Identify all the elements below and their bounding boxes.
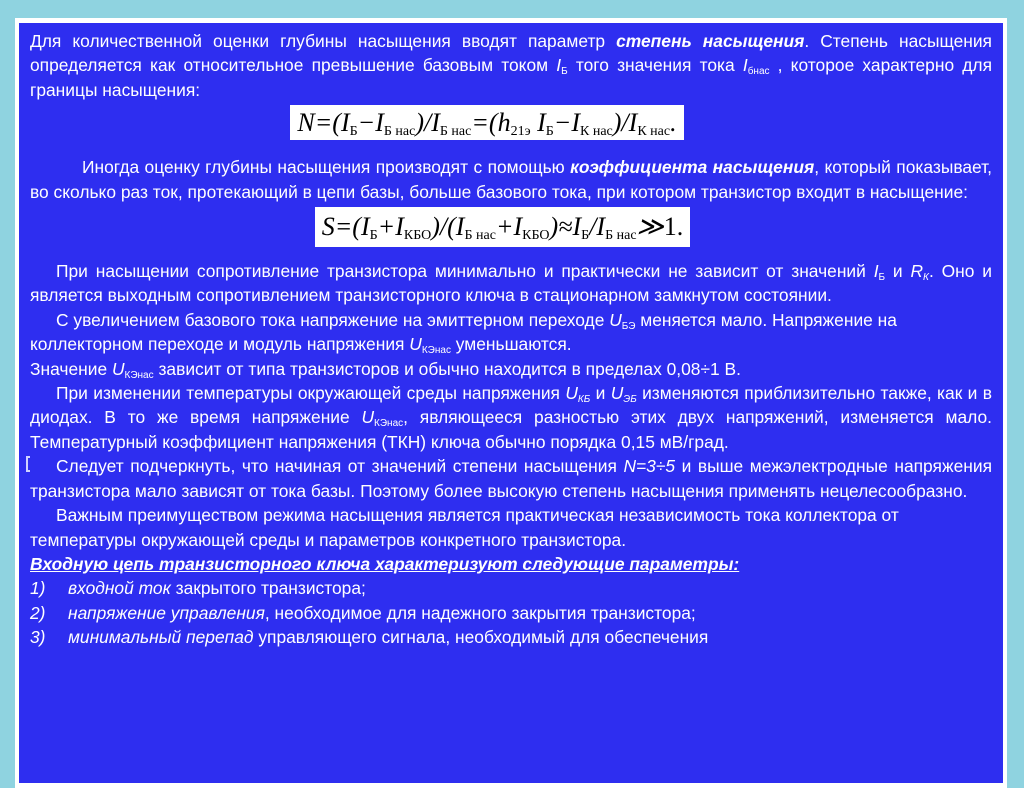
symbol-ib: I [556, 55, 562, 76]
spacer [30, 144, 992, 155]
formula-saturation-degree: $N=(I_Б-I_{Б нас})/I_{Б нас}=(h_{21э}$ $I_Б-I_{К нас})/I_{К нас}$. [290, 105, 683, 140]
spacer [30, 251, 992, 259]
symbol-ukenas: U [111, 358, 125, 379]
text: управляющего сигнала, необходимый для обеспечения [253, 627, 709, 648]
subscript: КЭнас [421, 345, 451, 357]
paragraph-saturation-degree [30, 29, 992, 102]
subscript: К [923, 272, 929, 284]
list-item [30, 601, 992, 625]
text: и [885, 261, 911, 282]
slide-text [30, 29, 992, 650]
subscript: КЭнас [374, 418, 404, 430]
symbol-rk: R [910, 261, 924, 282]
parameter-list [30, 576, 992, 649]
text: , являющееся разностью этих двух напряжений, изменяется мало. Температурный коэффициент напряжения (ТКН) ключа обычно порядка 0,15 мВ/град. [30, 407, 992, 452]
list-term: минимальный перепад [68, 627, 254, 648]
list-number: 3) [30, 627, 46, 648]
text: и [590, 383, 611, 404]
formula-saturation-coefficient: $S=(I_Б+I_{КБО})/(I_{Б нас}+I_{КБО})\approx I_Б/I_{Б нас}≫1$. [315, 207, 691, 247]
list-term: напряжение управления [68, 602, 265, 623]
formula-block [30, 105, 992, 140]
symbol-ukenas: U [409, 334, 422, 355]
text: Для количественной оценки глубины насыщения вводят параметр [30, 31, 617, 51]
term-saturation-coefficient: коэффициента насыщения [570, 157, 815, 178]
text: . Степень насыщения определяется как относительное превышение базовым током [30, 31, 992, 76]
list-text [68, 601, 696, 625]
subscript: Б [878, 272, 886, 284]
slide [15, 18, 1007, 788]
subscript: КЭнас [124, 369, 154, 381]
paragraph-advantage: Важным преимуществом режима насыщения является практическая независимость тока коллектора от температуры окружающей среды и параметров конкретного транзистора. [30, 505, 899, 550]
paragraph-resistance [30, 259, 992, 308]
paragraph-emitter-voltage [30, 308, 992, 357]
paragraph-emphasis [30, 454, 992, 503]
paragraph-saturation-coefficient [30, 155, 992, 204]
list-text [68, 576, 366, 600]
subscript: бнас [747, 66, 770, 78]
symbol-ukb: U [565, 383, 578, 404]
subscript: Б [561, 66, 568, 78]
text: изменяются приблизительно также, как и в диодах. В то же время напряжение [30, 383, 992, 428]
symbol-ib: I [873, 261, 879, 282]
symbol-ube: U [609, 309, 622, 330]
text: и выше межэлектродные напряжения транзистора мало зависят от тока базы. Поэтому более высокую степень насыщения применять нецелесообразно. [30, 456, 992, 501]
text: закрытого транзистора; [170, 578, 366, 599]
text: , который показывает, во сколько раз ток, протекающий в цепи базы, больше базового тока, при котором транзистор входит в насыщение: [30, 157, 993, 202]
symbol-ukenas: U [361, 407, 375, 428]
list-term: входной ток [68, 578, 171, 599]
paragraph-temperature [30, 381, 992, 454]
text: Значение [30, 358, 112, 379]
text: , которое характерно для границы насыщения: [30, 55, 992, 100]
list-item [30, 576, 992, 600]
section-heading: Входную цепь транзисторного ключа характеризуют следующие параметры: [30, 553, 740, 574]
list-item [30, 625, 992, 649]
subscript: ЭБ [623, 394, 637, 406]
formula-block [30, 207, 992, 247]
text: того значения тока [567, 55, 743, 76]
text: При насыщении сопротивление транзистора минимально и практически не зависит от значений [56, 261, 874, 282]
symbol-ueb: U [610, 383, 624, 404]
term-saturation-degree: степень насыщения [616, 31, 805, 51]
text: зависит от типа транзисторов и обычно находится в пределах 0,08÷1 В. [153, 358, 741, 379]
text: . Оно и является выходным сопротивлением транзисторного ключа в стационарном замкнутом состоянии. [30, 261, 992, 306]
list-number: 1) [30, 578, 46, 599]
subscript: БЭ [621, 320, 636, 332]
text: меняется мало. Напряжение на коллекторном переходе и модуль напряжения [30, 309, 897, 355]
list-text [68, 625, 708, 649]
text: При изменении температуры окружающей среды напряжения [56, 383, 566, 404]
content-panel [19, 23, 1003, 783]
list-number: 2) [30, 602, 46, 623]
text: С увеличением базового тока напряжение на эмиттерном переходе [56, 309, 610, 330]
text: Следует подчеркнуть, что начиная от значений степени насыщения [56, 456, 624, 477]
text: уменьшаются. [450, 334, 572, 355]
paragraph-ukenas-value [30, 357, 992, 381]
subscript: КБ [577, 394, 591, 406]
text: Иногда оценку глубины насыщения производят с помощью [82, 157, 571, 178]
value-n: N=3÷5 [623, 456, 676, 477]
symbol-ibnas: I [742, 55, 748, 76]
text: , необходимое для надежного закрытия транзистора; [264, 602, 696, 623]
